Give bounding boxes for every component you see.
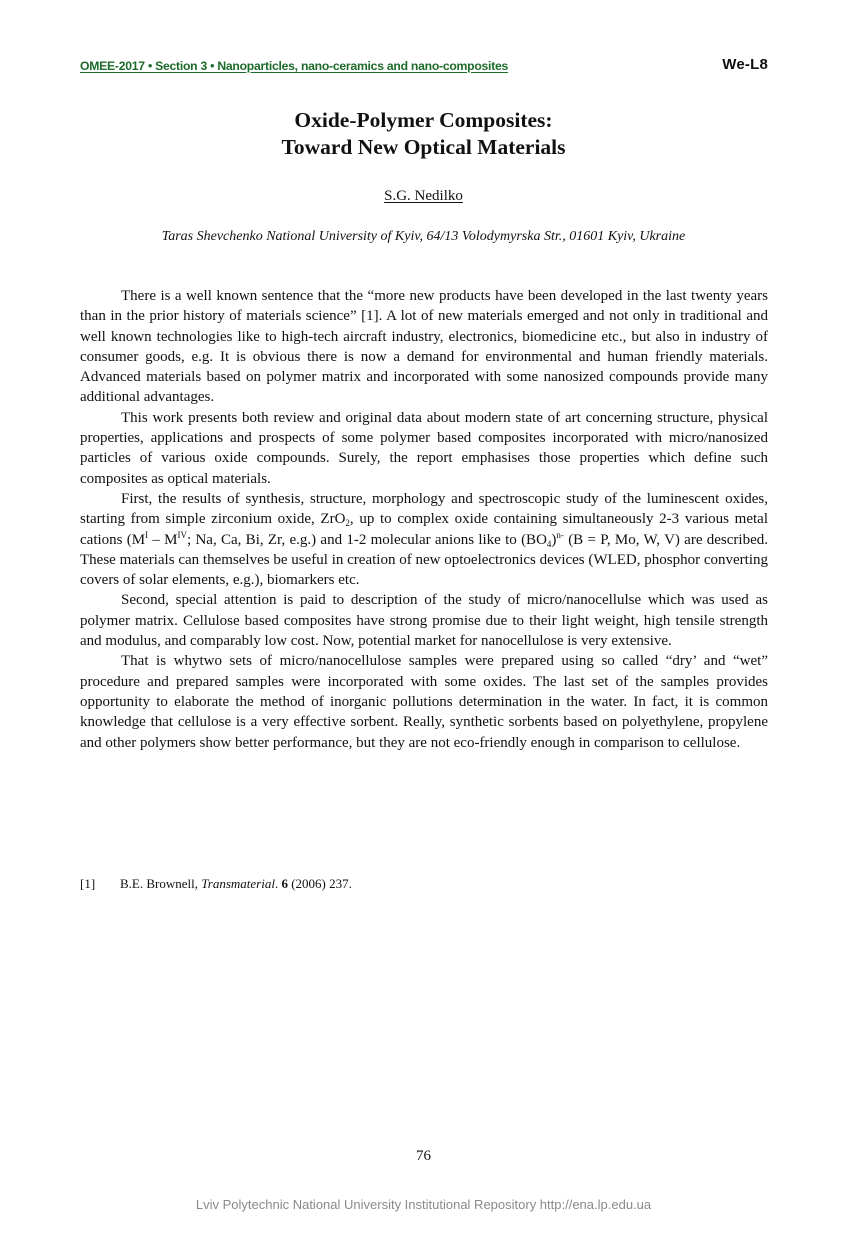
reference-year-pages: (2006) 237. — [287, 876, 352, 891]
author: S.G. Nedilko — [384, 188, 463, 204]
paragraph-5: That is whytwo sets of micro/nanocellulose samples were prepared using so called “dry’ and “wet” procedure and prepared samples were incorporated with some oxides. The last set of the samples provides opportunity to elaborate the method of inorganic pollutions determination in the water. In fact, it is common knowledge that cellulose is a very effective sorbent. Really, synthetic sorbents based on polyethylene, propylene and other polymers show better performance, but they are not eco-friendly enough in comparison to cellulose. — [80, 653, 768, 751]
paragraph-3: First, the results of synthesis, structure, morphology and spectroscopic study of the luminescent oxides, starting from simple zirconium oxide, ZrO$_2$, up to complex oxide containing simultaneously 2-3 various metal cations ($M^I - M^{IV}$; Na, Ca, Bi, Zr, e.g.) and 1-2 molecular anions like to $(BO_4)^{n-}$ (B = P, Mo, W, V) are described. These materials can themselves be useful in creation of new optoelectronics devices (WLED, phosphor converting covers of solar elements, e.g.), biomarkers etc. — [80, 490, 768, 589]
paragraph-4: Second, special attention is paid to description of the study of micro/nanocellulse which was used as polymer matrix. Cellulose based composites have strong promise due to their light weight, high tensile strength and modulus, and comparably low cost. Now, potential market for nanocellulose is very extensive. — [80, 592, 768, 650]
abstract-code: We-L8 — [722, 56, 768, 73]
reference-list — [80, 876, 768, 892]
reference-authors: B.E. Brownell, — [120, 876, 202, 891]
reference-volume: 6 — [281, 876, 288, 891]
reference-number: [1] — [80, 876, 96, 891]
repository-footer: Lviv Polytechnic National University Institutional Repository http://ena.lp.edu.ua — [195, 1197, 652, 1212]
running-header — [80, 56, 770, 79]
title-line-2: Toward New Optical Materials — [281, 135, 566, 159]
paragraph-1: There is a well known sentence that the “more new products have been developed in the last twenty years than in the prior history of materials science” [1]. A lot of new materials emerged and not only in traditional and well known technologies like to high-tech aircraft industry, electronics, biomedicine etc., but also in industry of consumer goods, e.g. It is obvious there is now a demand for environmental and human friendly materials. Advanced materials based on polymer matrix and incorporated with some nanosized compounds provide many additional advantages. — [80, 288, 768, 406]
section-header: OMEE-2017 • Section 3 • Nanoparticles, nano-ceramics and nano-composites — [80, 59, 509, 73]
title-line-1: Oxide-Polymer Composites: — [294, 108, 553, 132]
affiliation: Taras Shevchenko National University of Kyiv, 64/13 Volodymyrska Str., 01601 Kyiv, Ukraine — [161, 229, 686, 244]
paper-title — [0, 107, 847, 161]
page-number: 76 — [416, 1148, 431, 1164]
reference-journal: Transmaterial — [201, 876, 275, 891]
abstract-body — [80, 286, 768, 753]
paragraph-2: This work presents both review and original data about modern state of art concerning structure, physical properties, applications and prospects of some polymer based composites incorporated with micro/nanosized particles of various oxide compounds. Surely, the report emphasises those properties which define such composites as optical materials. — [80, 409, 768, 487]
reference-item: [1] B.E. Brownell, Transmaterial. 6 (2006) 237. — [80, 876, 352, 891]
